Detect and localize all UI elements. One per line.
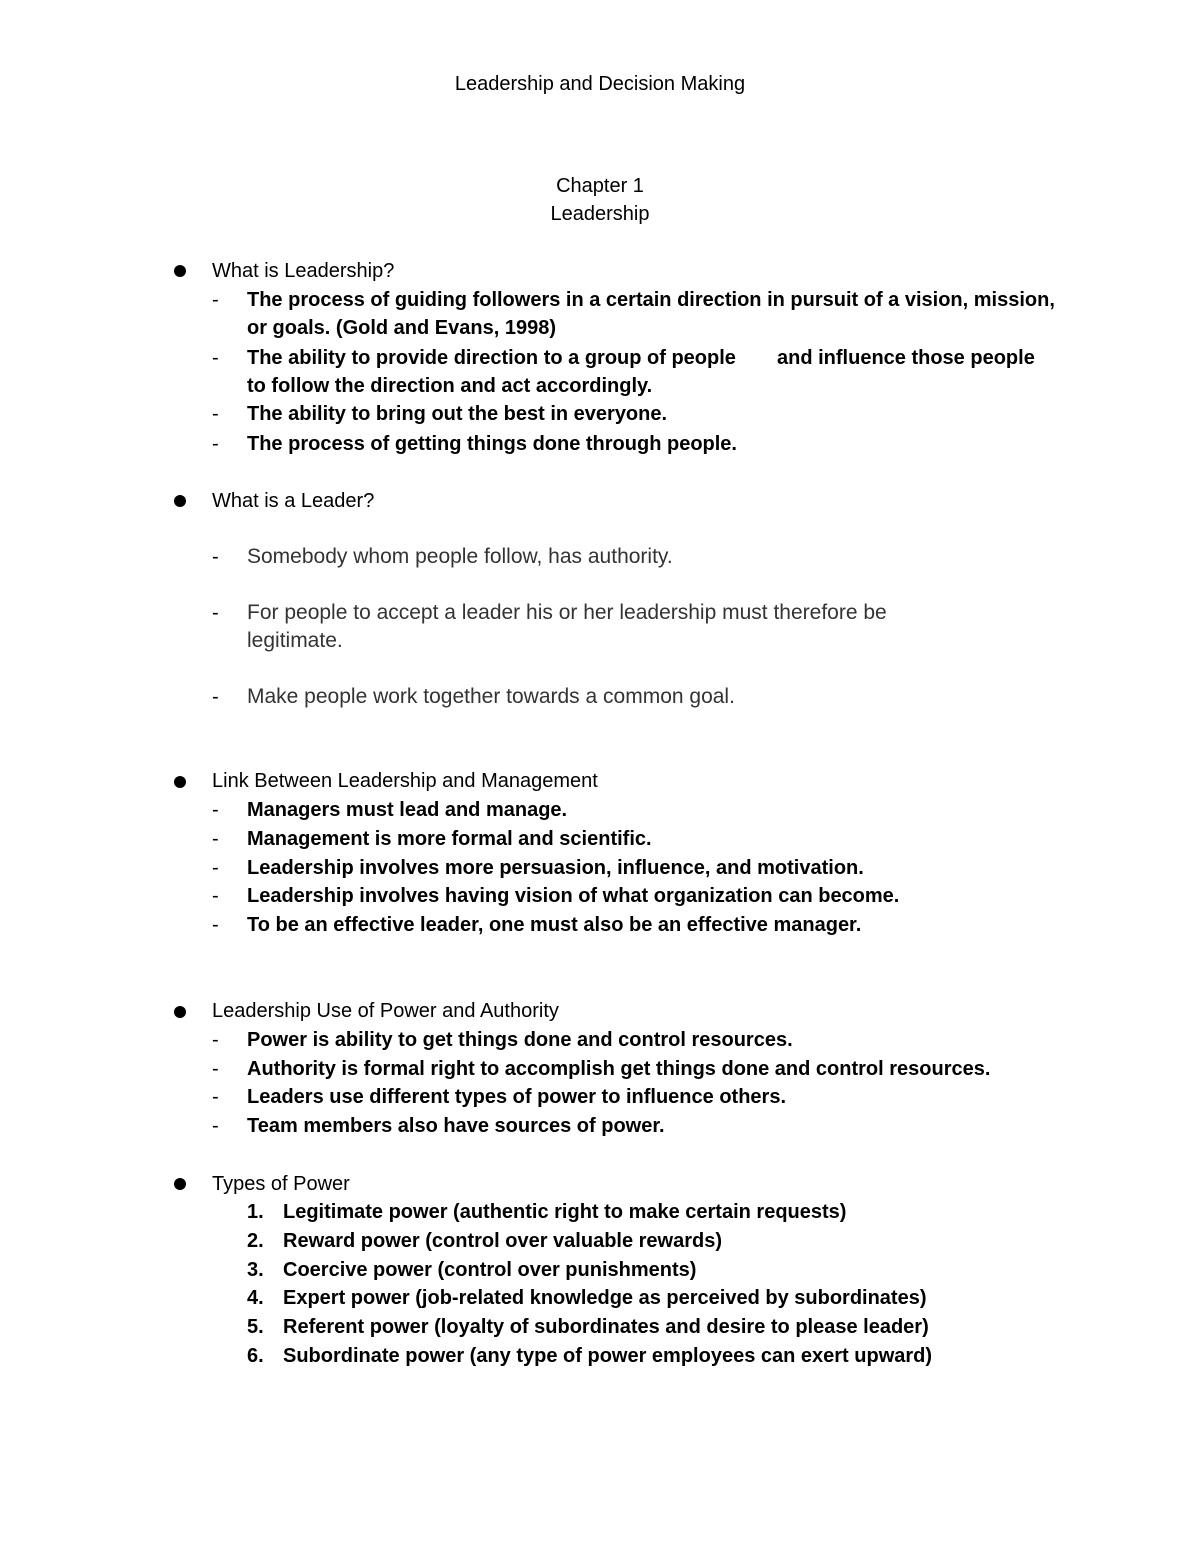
dash-marker: - xyxy=(212,828,219,850)
chapter-number: Chapter 1 xyxy=(556,175,644,197)
section-heading-power-authority: Leadership Use of Power and Authority xyxy=(212,1000,559,1022)
dash-marker: - xyxy=(212,546,219,568)
dash-marker: - xyxy=(212,857,219,879)
list-item: legitimate. xyxy=(247,629,343,652)
list-item: Make people work together towards a common goal. xyxy=(247,685,735,708)
list-number: 1. xyxy=(247,1201,264,1223)
list-item: or goals. (Gold and Evans, 1998) xyxy=(247,317,556,339)
dash-marker: - xyxy=(212,602,219,624)
list-item: The process of getting things done through people. xyxy=(247,433,737,455)
dash-marker: - xyxy=(212,1058,219,1080)
bullet-icon xyxy=(174,1178,186,1190)
dash-marker: - xyxy=(212,885,219,907)
list-item: Coercive power (control over punishments) xyxy=(283,1259,697,1281)
dash-marker: - xyxy=(212,914,219,936)
list-item: Reward power (control over valuable rewards) xyxy=(283,1230,723,1252)
dash-marker: - xyxy=(212,289,219,311)
bullet-icon xyxy=(174,265,186,277)
list-number: 3. xyxy=(247,1259,264,1281)
list-item: The ability to provide direction to a group of people xyxy=(247,347,736,369)
section-heading-leadership: What is Leadership? xyxy=(212,260,395,282)
list-item: Somebody whom people follow, has authority. xyxy=(247,545,673,568)
list-item: Expert power (job-related knowledge as perceived by subordinates) xyxy=(283,1287,927,1309)
bullet-icon xyxy=(174,495,186,507)
list-item: For people to accept a leader his or her leadership must therefore be xyxy=(247,601,887,624)
list-item: Managers must lead and manage. xyxy=(247,799,568,821)
section-heading-types-of-power: Types of Power xyxy=(212,1173,350,1195)
list-item: Subordinate power (any type of power employees can exert upward) xyxy=(283,1345,933,1367)
section-heading-link: Link Between Leadership and Management xyxy=(212,770,598,792)
bullet-icon xyxy=(174,776,186,788)
list-item: To be an effective leader, one must also be an effective manager. xyxy=(247,914,862,936)
dash-marker: - xyxy=(212,1029,219,1051)
list-item: Leaders use different types of power to influence others. xyxy=(247,1086,786,1108)
list-number: 4. xyxy=(247,1287,264,1309)
bullet-icon xyxy=(174,1006,186,1018)
dash-marker: - xyxy=(212,686,219,708)
dash-marker: - xyxy=(212,1086,219,1108)
list-item: Power is ability to get things done and control resources. xyxy=(247,1029,793,1051)
dash-marker: - xyxy=(212,1115,219,1137)
list-number: 5. xyxy=(247,1316,264,1338)
list-item: Authority is formal right to accomplish get things done and control resources. xyxy=(247,1058,991,1080)
list-item: Leadership involves more persuasion, influence, and motivation. xyxy=(247,857,864,879)
dash-marker: - xyxy=(212,433,219,455)
list-item: Legitimate power (authentic right to make certain requests) xyxy=(283,1201,847,1223)
list-item: Leadership involves having vision of what organization can become. xyxy=(247,885,900,907)
dash-marker: - xyxy=(212,403,219,425)
dash-marker: - xyxy=(212,347,219,369)
list-number: 2. xyxy=(247,1230,264,1252)
list-item: The ability to bring out the best in everyone. xyxy=(247,403,668,425)
list-item: and influence those people xyxy=(777,347,1035,369)
list-item: Referent power (loyalty of subordinates and desire to please leader) xyxy=(283,1316,929,1338)
document-title: Leadership and Decision Making xyxy=(454,73,746,95)
list-item: Management is more formal and scientific. xyxy=(247,828,652,850)
list-number: 6. xyxy=(247,1345,264,1367)
chapter-title: Leadership xyxy=(550,203,650,225)
list-item: Team members also have sources of power. xyxy=(247,1115,665,1137)
list-item: The process of guiding followers in a certain direction in pursuit of a vision, mission, xyxy=(247,289,1055,311)
dash-marker: - xyxy=(212,799,219,821)
list-item: to follow the direction and act accordingly. xyxy=(247,375,653,397)
section-heading-leader: What is a Leader? xyxy=(212,490,375,512)
